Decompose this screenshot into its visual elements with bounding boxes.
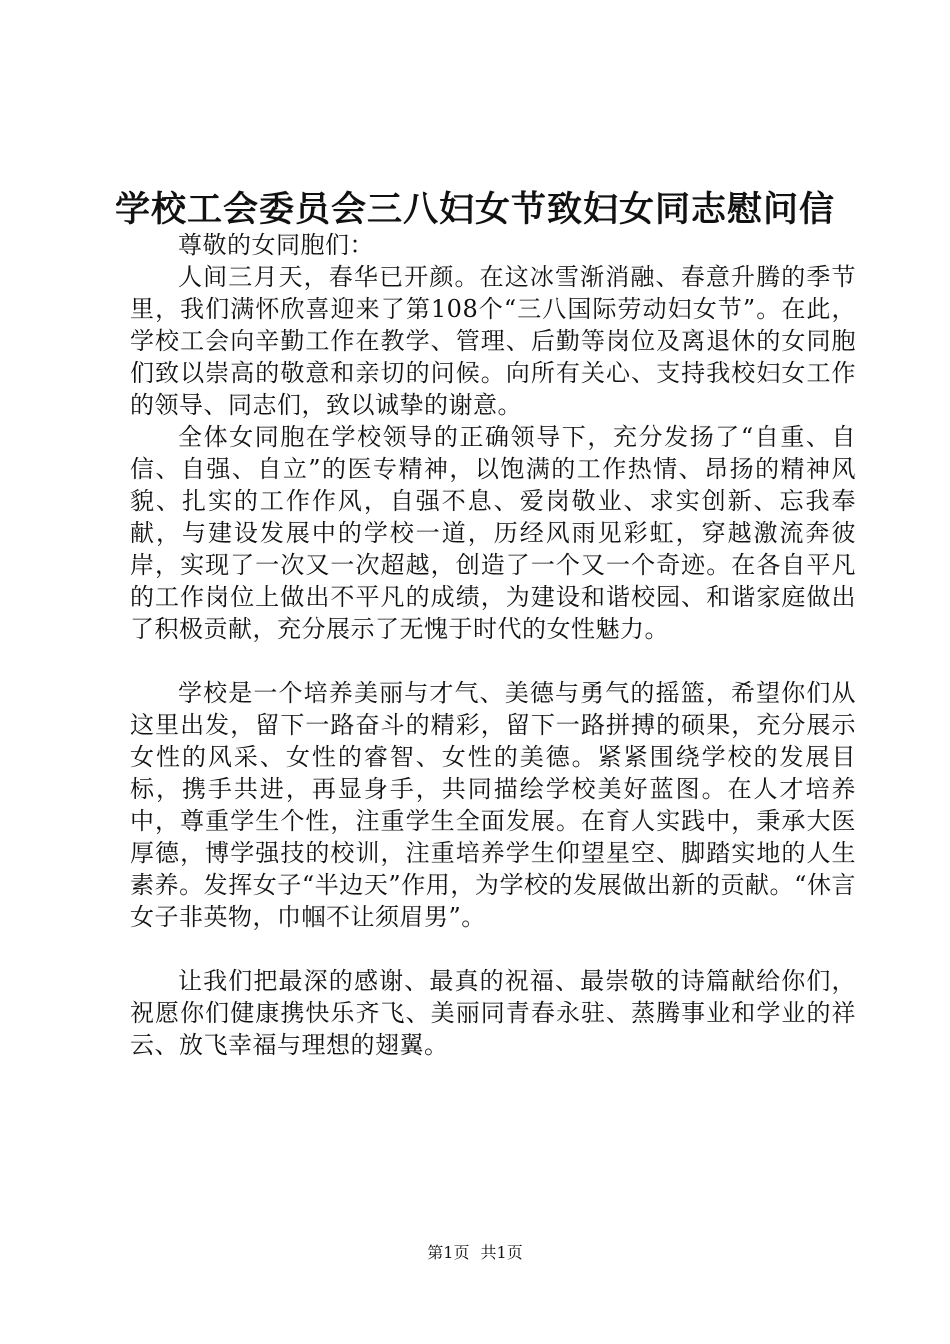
- page-number: 第1页: [427, 1243, 470, 1262]
- paragraph-4: 让我们把最深的感谢、最真的祝福、最崇敬的诗篇献给你们，祝愿你们健康携快乐齐飞、美丽同青春永驻、蒸腾事业和学业的祥云、放飞幸福与理想的翅翼。: [130, 967, 856, 1059]
- page-footer: [0, 1242, 950, 1264]
- page-total: 共1页: [480, 1243, 523, 1262]
- paragraph-1: 人间三月天，春华已开颜。在这冰雪渐消融、春意升腾的季节里，我们满怀欣喜迎来了第108个“三八国际劳动妇女节”。在此，学校工会向辛勤工作在教学、管理、后勤等岗位及离退休的女同胞们致以崇高的敬意和亲切的问候。向所有关心、支持我校妇女工作的领导、同志们，致以诚挚的谢意。: [130, 263, 856, 419]
- document-body: [130, 229, 856, 1061]
- salutation: 尊敬的女同胞们：: [178, 231, 374, 259]
- document-title: 学校工会委员会三八妇女节致妇女同志慰问信: [114, 189, 835, 230]
- paragraph-3: 学校是一个培养美丽与才气、美德与勇气的摇篮，希望你们从这里出发，留下一路奋斗的精彩，留下一路拼搏的硕果，充分展示女性的风采、女性的睿智、女性的美德。紧紧围绕学校的发展目标，携手共进，再显身手，共同描绘学校美好蓝图。在人才培养中，尊重学生个性，注重学生全面发展。在育人实践中，秉承大医厚德，博学强技的校训，注重培养学生仰望星空、脚踏实地的人生素养。发挥女子“半边天”作用，为学校的发展做出新的贡献。“休言女子非英物，巾帼不让须眉男”。: [130, 679, 856, 931]
- paragraph-2: 全体女同胞在学校领导的正确领导下，充分发扬了“自重、自信、自强、自立”的医专精神，以饱满的工作热情、昂扬的精神风貌、扎实的工作作风，自强不息、爱岗敬业、求实创新、忘我奉献，与建设发展中的学校一道，历经风雨见彩虹，穿越激流奔彼岸，实现了一次又一次超越，创造了一个又一个奇迹。在各自平凡的工作岗位上做出不平凡的成绩，为建设和谐校园、和谐家庭做出了积极贡献，充分展示了无愧于时代的女性魅力。: [130, 423, 856, 643]
